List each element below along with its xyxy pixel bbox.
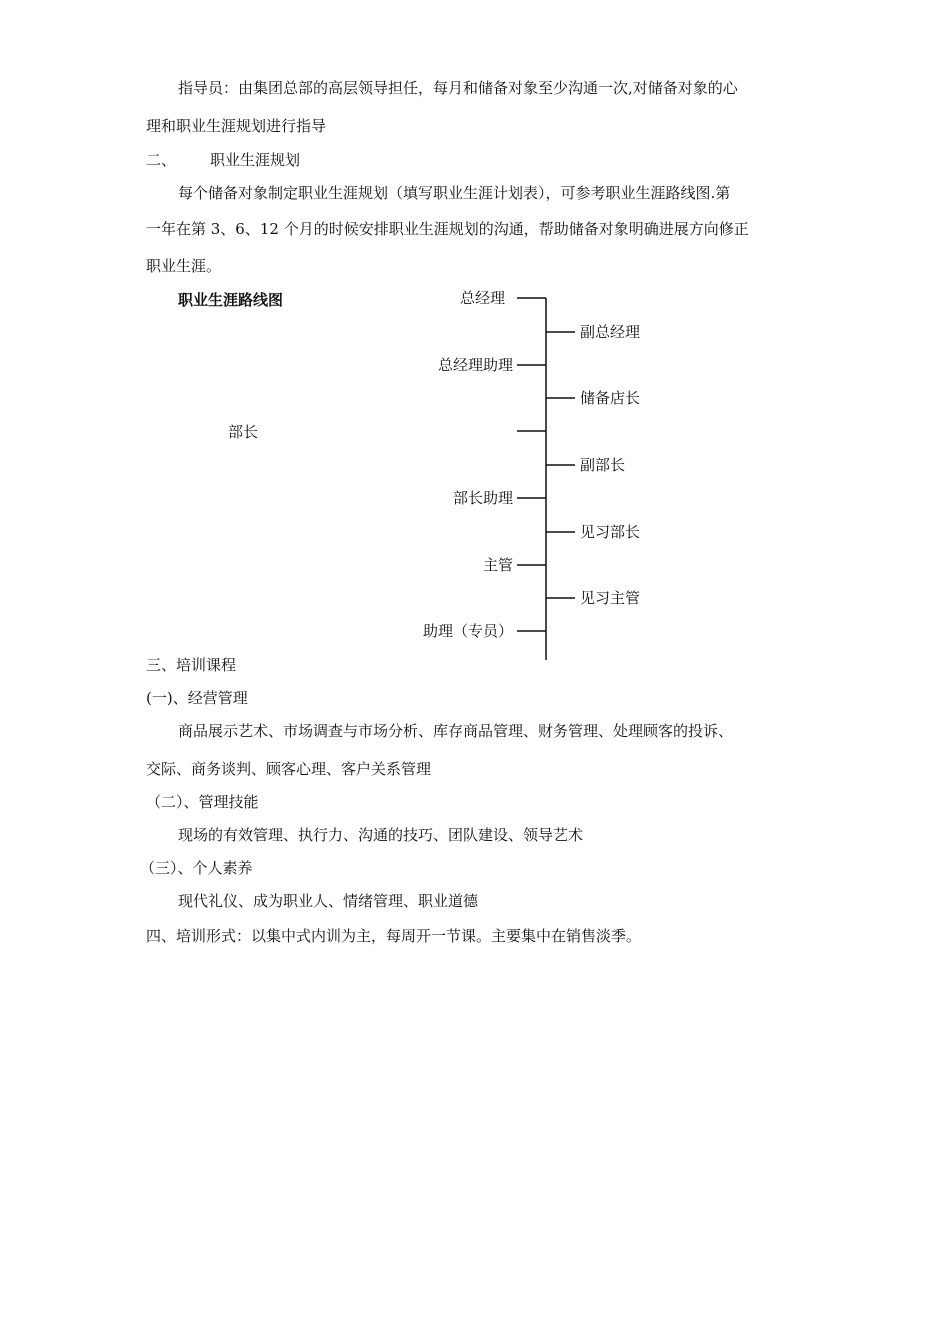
node-trainee-department-head: 见习部长 (580, 523, 641, 541)
subheading-business-management: (一)、经营管理 (146, 689, 248, 707)
node-supervisor: 主管 (482, 556, 513, 574)
node-deputy-general-manager: 副总经理 (580, 323, 641, 341)
node-assistant-department-head: 部长助理 (452, 489, 513, 507)
paragraph-career-line3: 职业生涯。 (146, 257, 222, 275)
paragraph-career-line1: 每个储备对象制定职业生涯规划（填写职业生涯计划表），可参考职业生涯路线图.第 (178, 184, 731, 202)
node-assistant-general-manager: 总经理助理 (437, 356, 513, 374)
paragraph-personal-quality: 现代礼仪、成为职业人、情绪管理、职业道德 (178, 892, 479, 910)
node-general-manager: 总经理 (459, 289, 505, 307)
subheading-management-skills: （二）、管理技能 (146, 793, 259, 811)
section-training-format: 四、培训形式：以集中式内训为主，每周开一节课。主要集中在销售淡季。 (146, 927, 642, 945)
paragraph-mentor-line2: 理和职业生涯规划进行指导 (146, 117, 327, 135)
paragraph-mentor-line1: 指导员：由集团总部的高层领导担任，每月和储备对象至少沟通一次,对储备对象的心 (178, 79, 738, 97)
section-heading-career-planning: 职业生涯规划 (210, 151, 301, 169)
diagram-title: 职业生涯路线图 (178, 291, 284, 309)
section-heading-number: 二、 (146, 151, 177, 169)
paragraph-management-skills: 现场的有效管理、执行力、沟通的技巧、团队建设、领导艺术 (178, 826, 584, 844)
paragraph-business-line1: 商品展示艺术、市场调查与市场分析、库存商品管理、财务管理、处理顾客的投诉、 (178, 722, 734, 740)
paragraph-business-line2: 交际、商务谈判、顾客心理、客户关系管理 (146, 760, 432, 778)
node-deputy-department-head: 副部长 (580, 456, 626, 474)
node-assistant-specialist: 助理（专员） (422, 622, 513, 640)
paragraph-career-line2: 一年在第 3、6、12 个月的时候安排职业生涯规划的沟通，帮助储备对象明确进展方向修正 (146, 220, 749, 238)
section-heading-training-courses: 三、培训课程 (146, 656, 237, 674)
node-department-head: 部长 (228, 423, 259, 441)
subheading-personal-quality: （三）、个人素养 (140, 859, 253, 877)
node-trainee-supervisor: 见习主管 (580, 589, 641, 607)
node-reserve-store-manager: 储备店长 (580, 389, 641, 407)
